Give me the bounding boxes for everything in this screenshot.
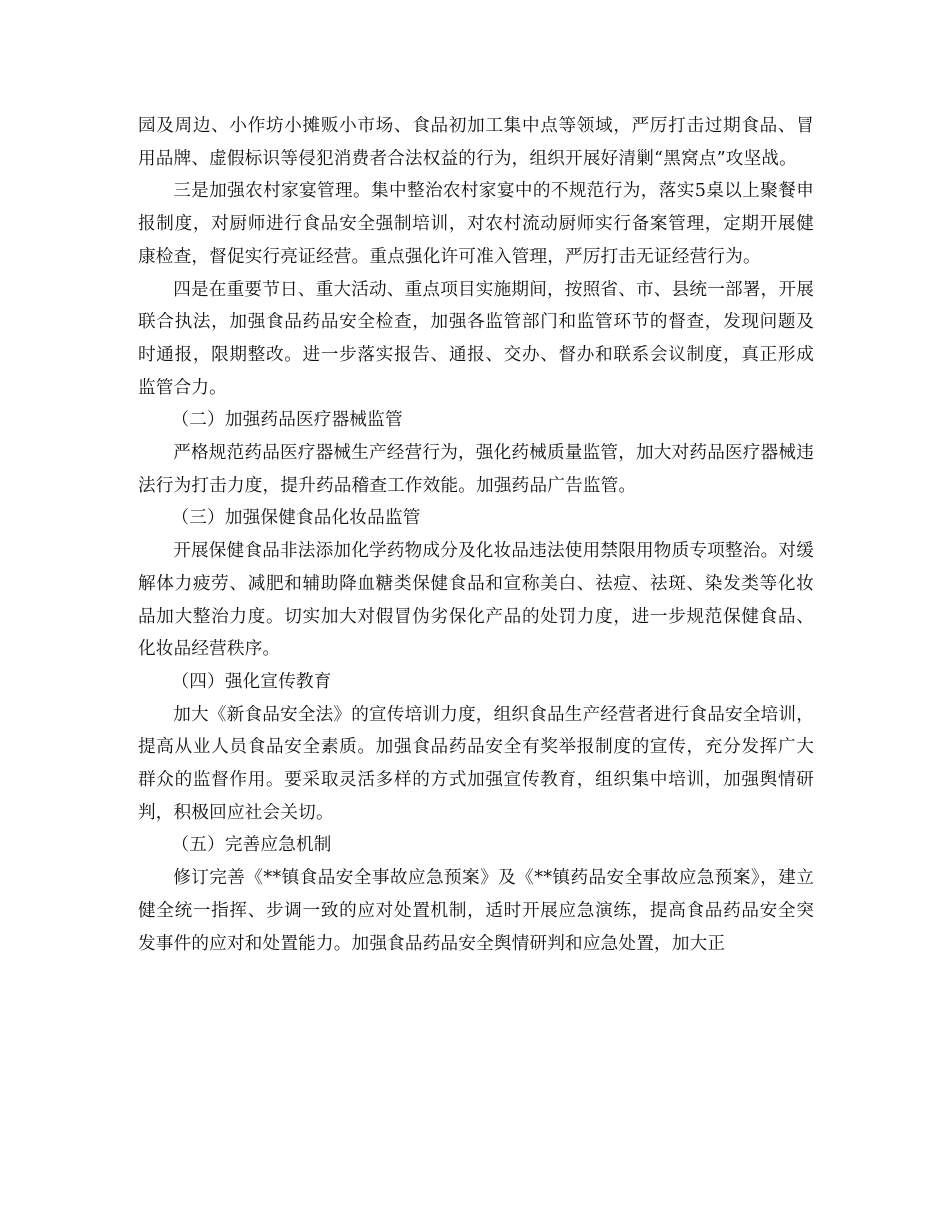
- paragraph-holiday-enforcement: 四是在重要节日、重大活动、重点项目实施期间，按照省、市、县统一部署，开展联合执法，加强食品药品安全检查，加强各监管部门和监管环节的督查，发现问题及时通报，限期整改。进一步落实报告、通报、交办、督办和联系会议制度，真正形成监管合力。: [138, 279, 814, 398]
- section-heading-emergency: （五）完善应急机制: [171, 835, 332, 856]
- document-body: [138, 110, 814, 960]
- paragraph-continuation: 园及周边、小作坊小摊贩小市场、食品初加工集中点等领域，严厉打击过期食品、冒用品牌、虚假标识等侵犯消费者合法权益的行为，组织开展好清剿“黑窝点”攻坚战。: [138, 116, 814, 169]
- paragraph-emergency: 修订完善《**镇食品安全事故应急预案》及《**镇药品安全事故应急预案》，建立健全统一指挥、步调一致的应对处置机制，适时开展应急演练，提高食品药品安全突发事件的应对和处置能力。加强食品药品安全舆情研判和应急处置，加大正: [138, 868, 814, 954]
- paragraph-rural-banquet: 三是加强农村家宴管理。集中整治农村家宴中的不规范行为，落实5桌以上聚餐申报制度，对厨师进行食品安全强制培训，对农村流动厨师实行备案管理，定期开展健康检查，督促实行亮证经营。重点强化许可准入管理，严厉打击无证经营行为。: [138, 181, 814, 267]
- paragraph-drugs: 严格规范药品医疗器械生产经营行为，强化药械质量监管，加大对药品医疗器械违法行为打击力度，提升药品稽查工作效能。加强药品广告监管。: [138, 443, 814, 496]
- section-heading-drugs: （二）加强药品医疗器械监管: [171, 410, 403, 431]
- section-heading-health-food: （三）加强保健食品化妆品监管: [171, 508, 421, 529]
- paragraph-publicity: 加大《新食品安全法》的宣传培训力度，组织食品生产经营者进行食品安全培训，提高从业人员食品安全素质。加强食品药品安全有奖举报制度的宣传，充分发挥广大群众的监督作用。要采取灵活多样的方式加强宣传教育，组织集中培训，加强舆情研判，积极回应社会关切。: [138, 704, 814, 823]
- paragraph-health-food: 开展保健食品非法添加化学药物成分及化妆品违法使用禁限用物质专项整治。对缓解体力疲劳、减肥和辅助降血糖类保健食品和宣称美白、祛痘、祛斑、染发类等化妆品加大整治力度。切实加大对假冒伪劣保化产品的处罚力度，进一步规范保健食品、化妆品经营秩序。: [138, 541, 814, 660]
- section-heading-publicity: （四）强化宣传教育: [171, 671, 332, 692]
